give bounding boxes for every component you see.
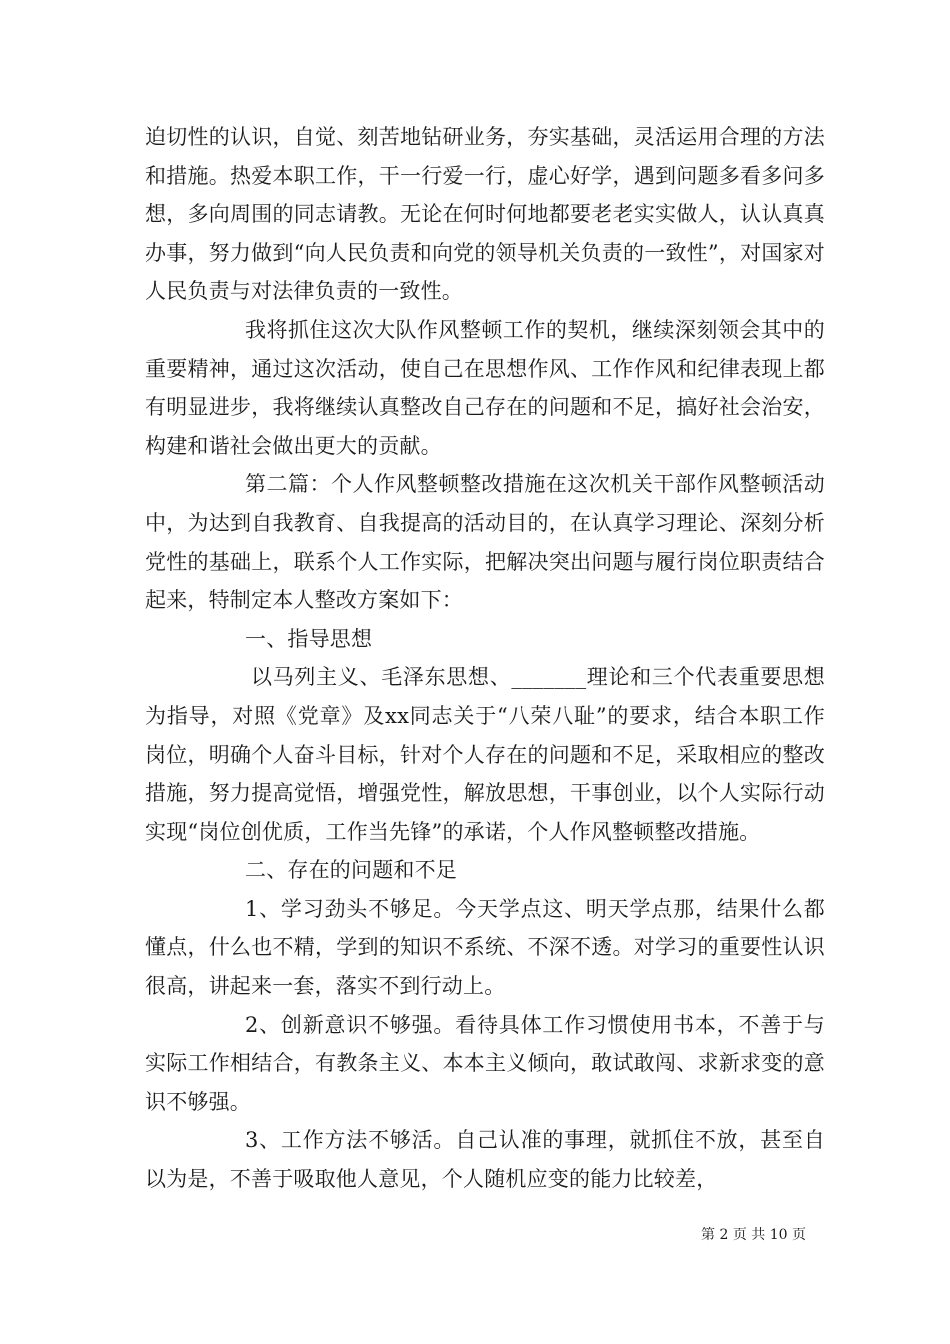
document-body (145, 118, 825, 1199)
paragraph-continuation: 迫切性的认识，自觉、刻苦地钻研业务，夯实基础，灵活运用合理的方法和措施。热爱本职工作，干一行爱一行，虚心好学，遇到问题多看多问多想，多向周围的同志请教。无论在何时何地都要老老实实做人，认认真真办事，努力做到“向人民负责和向党的领导机关负责的一致性”，对国家对人民负责与对法律负责的一致性。 (145, 125, 825, 304)
section-heading-guiding-ideology: 一、指导思想 (245, 626, 373, 651)
paragraph-commitment: 我将抓住这次大队作风整顿工作的契机，继续深刻领会其中的重要精神，通过这次活动，使自己在思想作风、工作作风和纪律表现上都有明显进步，我将继续认真整改自己存在的问题和不足，搞好社会治安，构建和谐社会做出更大的贡献。 (145, 317, 825, 458)
page-number-footer: 第 2 页 共 10 页 (701, 1227, 806, 1243)
list-item-problem-2: 2、创新意识不够强。看待具体工作习惯使用书本，不善于与实际工作相结合，有教条主义、本本主义倾向，敢试敢闯、求新求变的意识不够强。 (145, 1012, 825, 1114)
section-heading-problems: 二、存在的问题和不足 (245, 858, 457, 883)
paragraph-part-two-intro: 第二篇：个人作风整顿整改措施在这次机关干部作风整顿活动中，为达到自我教育、自我提高的活动目的，在认真学习理论、深刻分析党性的基础上，联系个人工作实际，把解决突出问题与履行岗位职责结合起来，特制定本人整改方案如下： (145, 472, 825, 613)
list-item-problem-3: 3、工作方法不够活。自己认准的事理，就抓住不放，甚至自以为是，不善于吸取他人意见，个人随机应变的能力比较差， (145, 1128, 825, 1192)
list-item-problem-1: 1、学习劲头不够足。今天学点这、明天学点那，结果什么都懂点，什么也不精，学到的知识不系统、不深不透。对学习的重要性认识很高，讲起来一套，落实不到行动上。 (145, 896, 825, 999)
paragraph-guiding-ideology: 以马列主义、毛泽东思想、_______理论和三个代表重要思想为指导，对照《党章》及xx同志关于“八荣八耻”的要求，结合本职工作岗位，明确个人奋斗目标，针对个人存在的问题和不足，采取相应的整改措施，努力提高觉悟，增强党性，解放思想，干事创业，以个人实际行动实现“岗位创优质，工作当先锋”的承诺，个人作风整顿整改措施。 (145, 665, 825, 844)
